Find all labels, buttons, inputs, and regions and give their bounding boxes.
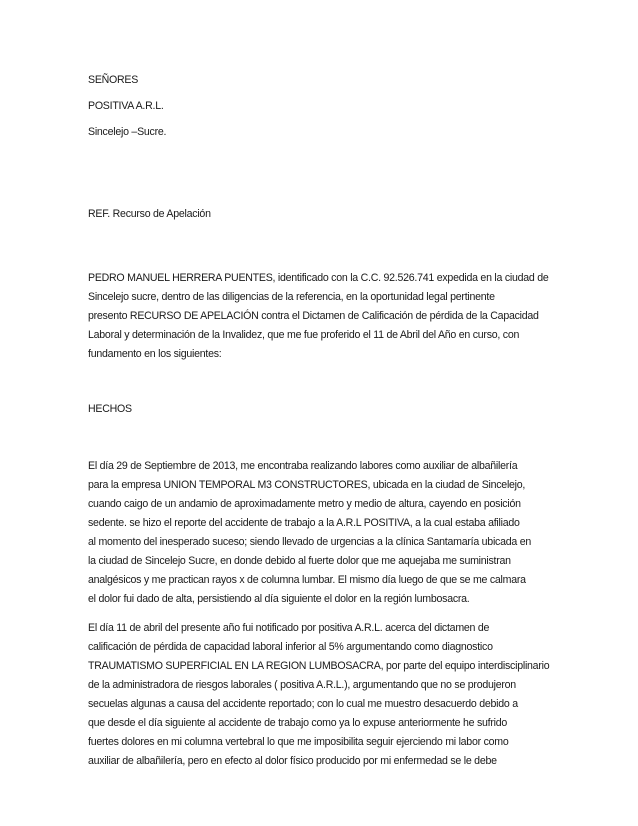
city-line: Sincelejo –Sucre. (88, 126, 167, 138)
fact-line: el dolor fui dado de alta, persistiendo al día siguiente el dolor en la región lumbosacra. (88, 593, 470, 605)
fact-line: El día 11 de abril del presente año fui notificado por positiva A.R.L. acerca del dictamen de (88, 622, 490, 634)
fact-line: calificación de pérdida de capacidad laboral inferior al 5% argumentando como diagnostico (88, 641, 493, 653)
section-title-hechos: HECHOS (88, 403, 132, 415)
intro-line: Sincelejo sucre, dentro de las diligencias de la referencia, en la oportunidad legal pertinente (88, 291, 495, 303)
fact-line: sedente. se hizo el reporte del accidente de trabajo a la A.R.L POSITIVA, a la cual estaba afiliado (88, 517, 520, 529)
intro-line: PEDRO MANUEL HERRERA PUENTES, identificado con la C.C. 92.526.741 expedida en la ciudad de (88, 272, 549, 284)
fact-line: TRAUMATISMO SUPERFICIAL EN LA REGION LUMBOSACRA, por parte del equipo interdisciplinario (88, 660, 550, 672)
fact-line: El día 29 de Septiembre de 2013, me encontraba realizando labores como auxiliar de albañilería (88, 460, 518, 472)
fact-line: analgésicos y me practican rayos x de columna lumbar. El mismo día luego de que se me calmara (88, 574, 526, 586)
company-line: POSITIVA A.R.L. (88, 100, 164, 112)
fact-line: para la empresa UNION TEMPORAL M3 CONSTRUCTORES, ubicada en la ciudad de Sincelejo, (88, 479, 526, 491)
fact-line: fuertes dolores en mi columna vertebral lo que me imposibilita seguir ejerciendo mi labor como (88, 736, 509, 748)
fact-line: auxiliar de albañilería, pero en efecto al dolor físico producido por mi enfermedad se le debe (88, 755, 497, 767)
fact-line: al momento del inesperado suceso; siendo llevado de urgencias a la clínica Santamaría ubicada en (88, 536, 532, 548)
fact-line: que desde el día siguiente al accidente de trabajo como ya lo expuse anteriormente he sufrido (88, 717, 508, 729)
reference-line: REF. Recurso de Apelación (88, 208, 211, 220)
fact-line: de la administradora de riesgos laborales ( positiva A.R.L.), argumentando que no se produjeron (88, 679, 516, 691)
fact-line: la ciudad de Sincelejo Sucre, en donde debido al fuerte dolor que me aquejaba me suministran (88, 555, 511, 567)
fact-paragraph-1 (88, 457, 558, 609)
intro-line: Laboral y determinación de la Invalidez, que me fue proferido el 11 de Abril del Año en curso, con (88, 329, 520, 341)
intro-line: presento RECURSO DE APELACIÓN contra el Dictamen de Calificación de pérdida de la Capacidad (88, 310, 539, 322)
intro-paragraph (88, 269, 558, 364)
addressee-line: SEÑORES (88, 74, 139, 86)
intro-line: fundamento en los siguientes: (88, 348, 222, 360)
fact-paragraph-2 (88, 619, 558, 771)
fact-line: secuelas algunas a causa del accidente reportado; con lo cual me muestro desacuerdo debido a (88, 698, 518, 710)
fact-line: cuando caigo de un andamio de aproximadamente metro y medio de altura, cayendo en posición (88, 498, 521, 510)
